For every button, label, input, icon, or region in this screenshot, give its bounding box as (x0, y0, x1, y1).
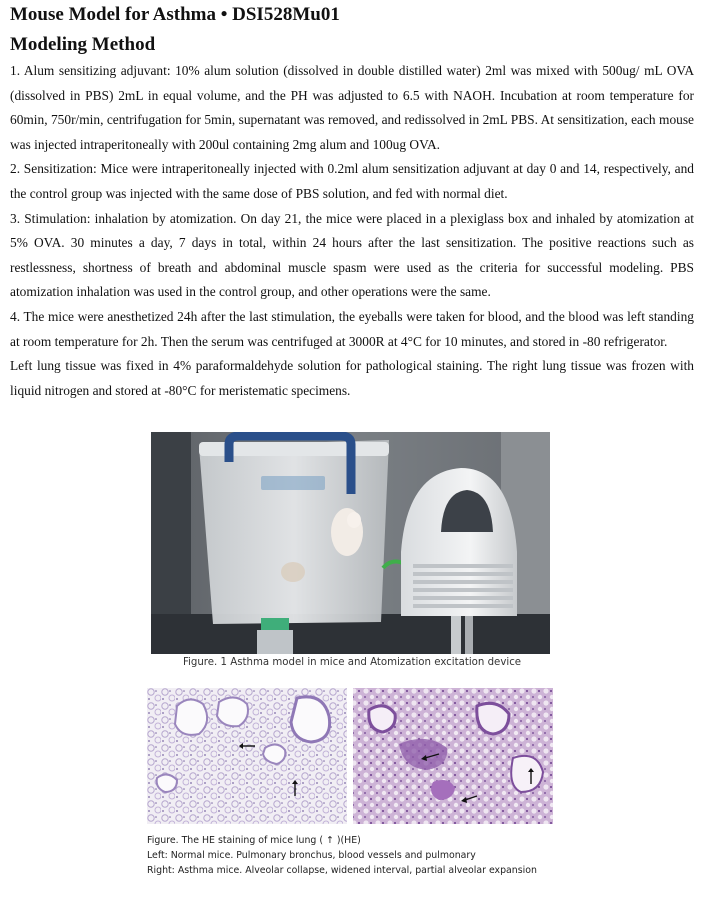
document-title: Mouse Model for Asthma • DSI528Mu01 (10, 4, 340, 25)
normal-lung-panel (147, 688, 347, 824)
figure2-caption-left: Left: Normal mice. Pulmonary bronchus, blood vessels and pulmonary (147, 850, 476, 861)
figure2-caption-title: Figure. The HE staining of mice lung ( ↑ )(HE) (147, 835, 361, 846)
paragraph-lung-tissue: Left lung tissue was fixed in 4% paraformaldehyde solution for pathological staining. The right lung tissue was frozen with liquid nitrogen and stored at -80°C for meristematic specimens. (10, 358, 694, 398)
figure-asthma-device-photo (151, 432, 550, 654)
figure-he-staining (147, 688, 553, 824)
figure2-caption-right: Right: Asthma mice. Alveolar collapse, widened interval, partial alveolar expansion (147, 865, 537, 876)
method-text (10, 59, 694, 403)
asthma-lung-panel (353, 688, 553, 824)
figure2-caption (147, 833, 567, 878)
section-heading: Modeling Method (10, 34, 156, 55)
paragraph-sensitization: 2. Sensitization: Mice were intraperitoneally injected with 0.2ml alum sensitization adjuvant at day 0 and 14, respectively, and the control group was injected with the same dose of PBS solution, and fed with normal diet. (10, 161, 694, 201)
figure1-caption: Figure. 1 Asthma model in mice and Atomization excitation device (182, 657, 522, 668)
paragraph-stimulation: 3. Stimulation: inhalation by atomization. On day 21, the mice were placed in a plexiglass box and inhaled by atomization at 5% OVA. 30 minutes a day, 7 days in total, within 24 hours after the last sensitization. The positive reactions such as restlessness, shortness of breath and abdominal muscle spasm were used as the criteria for successful modeling. PBS atomization inhalation was used in the control group, and other operations were the same. (10, 210, 694, 300)
paragraph-alum-adjuvant: 1. Alum sensitizing adjuvant: 10% alum solution (dissolved in double distilled water) 2ml was mixed with 500ug/ mL OVA (dissolved in PBS) 2mL in equal volume, and the PH was adjusted to 6.5 with NAOH. Incubation at room temperature for 60min, 750r/min, centrifugation for 5min, supernatant was removed, and redissolved in 2mL PBS. At sensitization, each mouse was injected intraperitoneally with 200ul containing 2mg alum and 100ug OVA. (10, 63, 694, 152)
paragraph-sampling: 4. The mice were anesthetized 24h after the last stimulation, the eyeballs were taken for blood, and the blood was left standing at room temperature for 2h. Then the serum was centrifuged at 3000R at 4°C for 10 minutes, and stored in -80 refrigerator. (10, 308, 694, 349)
document-page (10, 0, 694, 403)
